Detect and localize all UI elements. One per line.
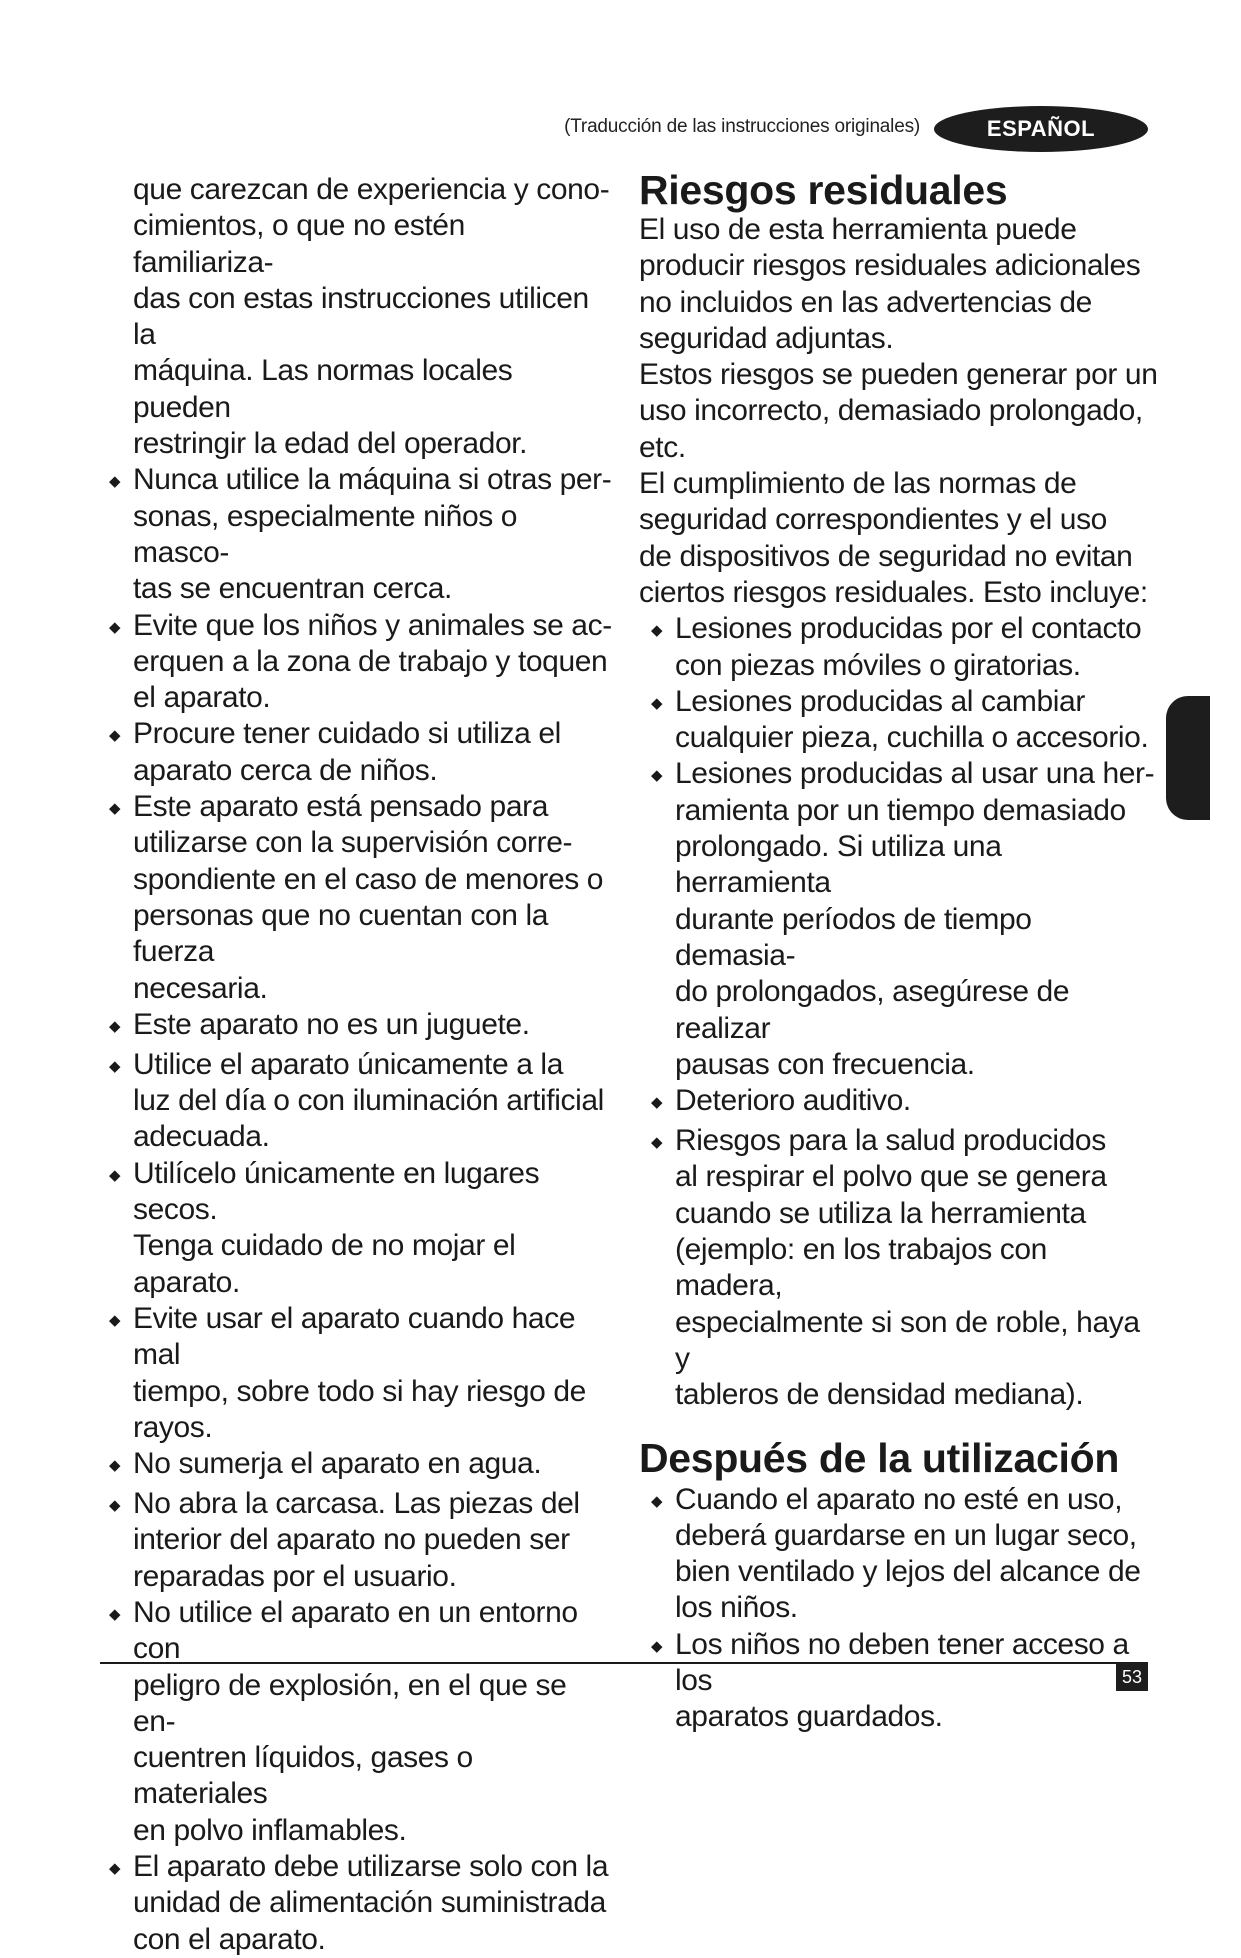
left-column <box>103 172 613 1958</box>
bullet-item: ◆ El aparato debe utilizarse solo con la unidad de alimentación suministrada con el aparato. <box>103 1849 613 1958</box>
bullet-item: ◆ Los niños no deben tener acceso a los aparatos guardados. <box>645 1627 1159 1736</box>
bullet-item: ◆ No abra la carcasa. Las piezas del interior del aparato no pueden ser reparadas por el usuario. <box>103 1486 613 1595</box>
bullet-item: ◆ Evite usar el aparato cuando hace mal tiempo, sobre todo si hay riesgo de rayos. <box>103 1301 613 1446</box>
section-thumb-tab <box>1166 696 1210 820</box>
bullet-item: ◆ Este aparato no es un juguete. <box>103 1007 613 1047</box>
bullet-item: ◆ Lesiones producidas al usar una her- ramienta por un tiempo demasiado prolongado. Si utiliza una herramienta durante períodos de tiempo demasia- do prolongados, asegúrese de realizar pausas con frecuencia. <box>645 756 1159 1083</box>
diamond-bullet-icon: ◆ <box>651 1637 663 1655</box>
diamond-bullet-icon: ◆ <box>651 694 663 712</box>
diamond-bullet-icon: ◆ <box>651 767 663 785</box>
bullet-item: ◆ No utilice el aparato en un entorno con peligro de explosión, en el que se en- cuentren líquidos, gases o materiales en polvo inflamables. <box>103 1595 613 1849</box>
bullet-item: ◆ Lesiones producidas por el contacto con piezas móviles o giratorias. <box>645 611 1159 684</box>
section-heading-after-use: Después de la utilización <box>639 1434 1120 1481</box>
diamond-bullet-icon: ◆ <box>109 1166 121 1184</box>
bullet-item: ◆ No sumerja el aparato en agua. <box>103 1446 613 1486</box>
bullet-item: ◆ Nunca utilice la máquina si otras per- sonas, especialmente niños o masco- tas se encuentran cerca. <box>103 462 613 607</box>
bullet-item: ◆ Procure tener cuidado si utiliza el aparato cerca de niños. <box>103 716 613 789</box>
diamond-bullet-icon: ◆ <box>109 800 121 818</box>
diamond-bullet-icon: ◆ <box>651 1094 663 1112</box>
bullet-item: ◆ Utilice el aparato únicamente a la luz del día o con iluminación artificial adecuada. <box>103 1047 613 1156</box>
diamond-bullet-icon: ◆ <box>109 1017 121 1035</box>
footer-divider <box>100 1662 1148 1664</box>
paragraph: El cumplimiento de las normas de seguridad correspondientes y el uso de dispositivos de seguridad no evitan ciertos riesgos residuales. Esto incluye: <box>639 467 1148 609</box>
header-translation-note: (Traducción de las instrucciones originales) <box>564 116 920 137</box>
diamond-bullet-icon: ◆ <box>109 1311 121 1329</box>
page-number: 53 <box>1116 1663 1148 1691</box>
bullet-item: ◆ Cuando el aparato no esté en uso, deberá guardarse en un lugar seco, bien ventilado y lejos del alcance de los niños. <box>645 1482 1159 1627</box>
section-heading-residual-risks: Riesgos residuales <box>639 167 1008 213</box>
paragraph: Estos riesgos se pueden generar por un uso incorrecto, demasiado prolongado, etc. <box>639 358 1158 464</box>
diamond-bullet-icon: ◆ <box>109 1457 121 1475</box>
bullet-item: ◆ Este aparato está pensado para utilizarse con la supervisión corre- spondiente en el caso de menores o personas que no cuentan con la fuerza necesaria. <box>103 789 613 1007</box>
bullet-item: ◆ Deterioro auditivo. <box>645 1083 1159 1123</box>
diamond-bullet-icon: ◆ <box>109 1057 121 1075</box>
bullet-item: ◆ Utilícelo únicamente en lugares secos. Tenga cuidado de no mojar el aparato. <box>103 1156 613 1301</box>
diamond-bullet-icon: ◆ <box>651 1134 663 1152</box>
diamond-bullet-icon: ◆ <box>109 1605 121 1623</box>
diamond-bullet-icon: ◆ <box>651 1492 663 1510</box>
intro-paragraph: que carezcan de experiencia y cono- cimientos, o que no estén familiariza- das con estas instrucciones utilicen la máquina. Las normas locales pueden restringir la edad del operador. <box>133 173 610 461</box>
diamond-bullet-icon: ◆ <box>109 727 121 745</box>
diamond-bullet-icon: ◆ <box>109 473 121 491</box>
diamond-bullet-icon: ◆ <box>109 1497 121 1515</box>
diamond-bullet-icon: ◆ <box>109 1860 121 1878</box>
bullet-item: ◆ Lesiones producidas al cambiar cualquier pieza, cuchilla o accesorio. <box>645 684 1159 757</box>
language-badge: ESPAÑOL <box>934 106 1148 152</box>
right-column <box>639 167 1159 1736</box>
diamond-bullet-icon: ◆ <box>651 622 663 640</box>
paragraph: El uso de esta herramienta puede producir riesgos residuales adicionales no incluidos en las advertencias de seguridad adjuntas. <box>639 213 1141 355</box>
diamond-bullet-icon: ◆ <box>109 618 121 636</box>
bullet-item: ◆ Riesgos para la salud producidos al respirar el polvo que se genera cuando se utiliza la herramienta (ejemplo: en los trabajos con madera, especialmente si son de roble, haya y tableros de densidad mediana). <box>645 1123 1159 1413</box>
bullet-item: ◆ Evite que los niños y animales se ac- erquen a la zona de trabajo y toquen el aparato. <box>103 608 613 717</box>
